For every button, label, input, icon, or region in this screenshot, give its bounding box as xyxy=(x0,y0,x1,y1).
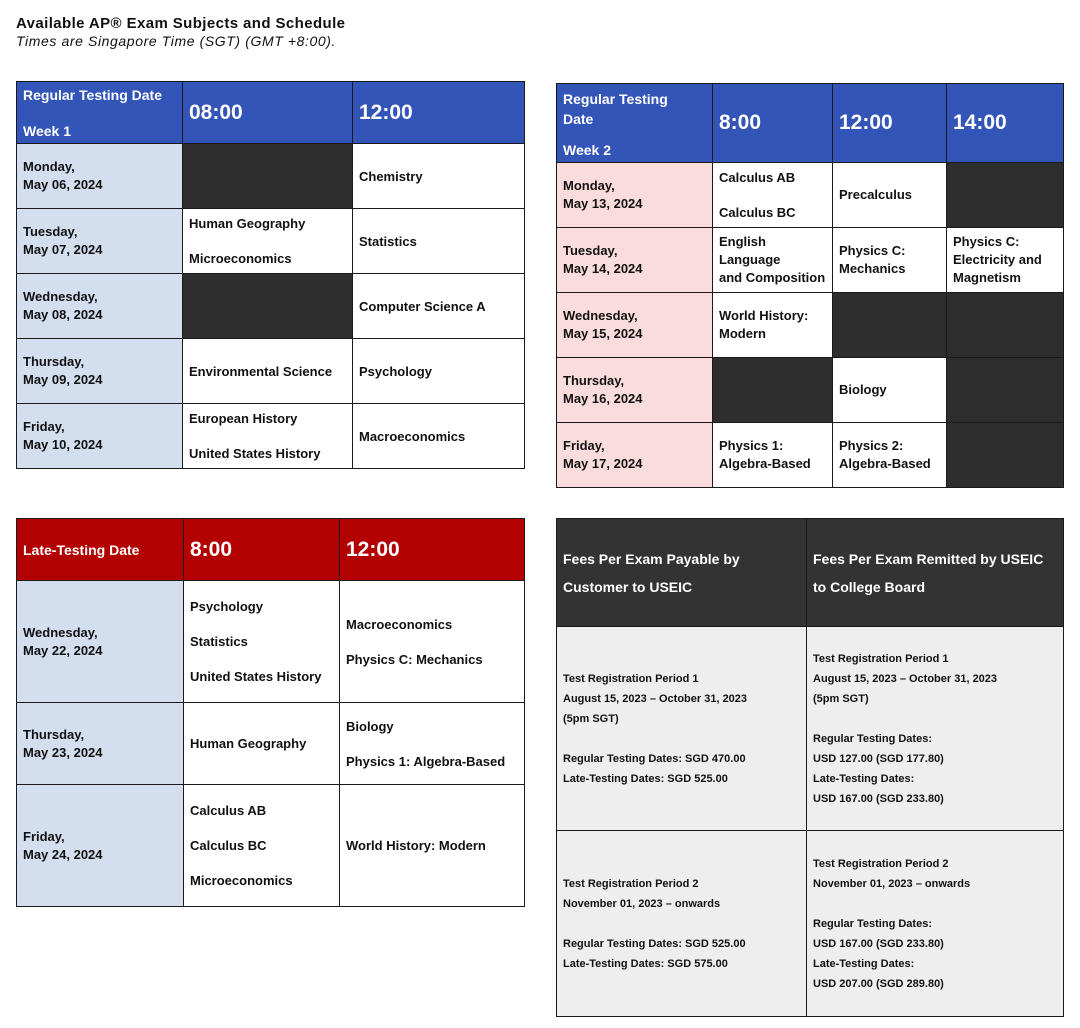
week2-time-0800: 8:00 xyxy=(713,84,833,163)
late-time-0800: 8:00 xyxy=(184,519,340,581)
week2-exam-cell xyxy=(713,163,833,228)
week1-row xyxy=(17,339,525,404)
fees-line: Test Registration Period 1 xyxy=(813,652,949,665)
week2-exam-cell xyxy=(833,358,947,423)
week2-exam-line: Biology xyxy=(839,382,887,397)
fees-line: August 15, 2023 – October 31, 2023 xyxy=(563,692,748,705)
late-header-label: Late-Testing Date xyxy=(17,519,184,581)
week1-day-line: Tuesday, xyxy=(23,224,78,239)
week2-exam-line: Algebra-Based xyxy=(839,456,931,471)
week2-day-cell xyxy=(557,423,713,488)
fees-header-college-line2: to College Board xyxy=(813,578,926,595)
week1-day-cell xyxy=(17,404,183,469)
late-exam-cell xyxy=(184,703,340,785)
week2-exam-cell xyxy=(947,228,1064,293)
week2-header-top1: Regular Testing xyxy=(563,90,668,107)
late-day-line: May 22, 2024 xyxy=(23,642,103,658)
week2-exam-line: Calculus AB xyxy=(719,170,796,185)
week2-no-exam-cell xyxy=(947,358,1064,423)
week2-row xyxy=(557,423,1064,488)
week2-day-line: Friday, xyxy=(563,438,605,453)
late-exam-line: United States History xyxy=(190,669,322,684)
week2-time-1400: 14:00 xyxy=(947,84,1064,163)
fees-line: USD 167.00 (SGD 233.80) xyxy=(813,937,944,950)
week1-exam-line: Chemistry xyxy=(359,168,423,184)
late-exam-cell xyxy=(184,581,340,703)
page-header xyxy=(16,14,345,50)
week1-exam-line: Microeconomics xyxy=(189,251,292,266)
fees-period1-customer xyxy=(557,627,807,831)
week2-day-line: May 15, 2024 xyxy=(563,326,643,341)
late-day-line: May 23, 2024 xyxy=(23,744,103,760)
fees-line: Test Registration Period 2 xyxy=(563,877,699,890)
week2-schedule-table xyxy=(556,83,1064,488)
week1-no-exam-cell xyxy=(183,274,353,339)
late-day-line: May 24, 2024 xyxy=(23,846,103,862)
week1-exam-cell xyxy=(353,274,525,339)
week2-no-exam-cell xyxy=(947,163,1064,228)
week2-exam-line: Algebra-Based xyxy=(719,456,811,471)
week2-exam-cell xyxy=(833,228,947,293)
week1-day-line: May 08, 2024 xyxy=(23,307,103,322)
week2-exam-line: and Composition xyxy=(719,270,826,285)
fees-line: Test Registration Period 2 xyxy=(813,857,949,870)
week1-time-1200: 12:00 xyxy=(353,82,525,144)
late-day-cell xyxy=(17,581,184,703)
week1-day-line: Wednesday, xyxy=(23,289,98,304)
week1-exam-cell xyxy=(183,339,353,404)
fees-line: Test Registration Period 1 xyxy=(563,672,699,685)
week2-header-top2: Date xyxy=(563,110,594,127)
fees-line: August 15, 2023 – October 31, 2023 xyxy=(813,672,998,685)
week2-day-line: May 17, 2024 xyxy=(563,456,643,471)
week1-exam-cell xyxy=(353,209,525,274)
week2-row xyxy=(557,163,1064,228)
fees-line: Regular Testing Dates: SGD 470.00 xyxy=(563,752,746,765)
page-title: Available AP® Exam Subjects and Schedule xyxy=(16,15,346,32)
week2-exam-line: Modern xyxy=(719,326,766,341)
week1-day-line: Monday, xyxy=(23,159,75,174)
week2-day-line: May 14, 2024 xyxy=(563,261,643,276)
week1-exam-line: Statistics xyxy=(359,233,417,249)
week2-row xyxy=(557,228,1064,293)
week1-exam-line: Macroeconomics xyxy=(359,428,466,444)
fees-line: Late-Testing Dates: xyxy=(813,957,915,970)
late-exam-cell xyxy=(184,785,340,907)
week1-exam-cell xyxy=(353,144,525,209)
week1-exam-cell xyxy=(183,404,353,469)
week2-exam-cell xyxy=(713,228,833,293)
week1-no-exam-cell xyxy=(183,144,353,209)
fees-line: Regular Testing Dates: xyxy=(813,917,932,930)
week2-day-line: May 13, 2024 xyxy=(563,196,643,211)
fees-line: (5pm SGT) xyxy=(563,712,619,725)
week2-no-exam-cell xyxy=(833,293,947,358)
fees-line: Regular Testing Dates: SGD 525.00 xyxy=(563,937,746,950)
week2-exam-line: Calculus BC xyxy=(719,205,796,220)
week1-exam-line: Computer Science A xyxy=(359,298,486,314)
week2-exam-line: English Language xyxy=(719,234,781,267)
week1-day-cell xyxy=(17,209,183,274)
late-row xyxy=(17,703,525,785)
page-subtitle: Times are Singapore Time (SGT) (GMT +8:00). xyxy=(16,33,337,49)
late-exam-line: Physics 1: Algebra-Based xyxy=(346,753,506,769)
week2-day-line: Thursday, xyxy=(563,373,625,388)
late-exam-line: Human Geography xyxy=(190,736,307,751)
week1-header-label xyxy=(17,82,183,144)
fees-header-college-board xyxy=(807,519,1064,627)
week1-row xyxy=(17,144,525,209)
week2-row xyxy=(557,358,1064,423)
week1-day-line: May 10, 2024 xyxy=(23,437,103,452)
late-row xyxy=(17,785,525,907)
week1-day-line: May 09, 2024 xyxy=(23,372,103,387)
week1-row xyxy=(17,274,525,339)
week2-day-cell xyxy=(557,293,713,358)
late-exam-line: Biology xyxy=(346,718,394,734)
week1-exam-cell xyxy=(353,339,525,404)
fees-line: Late-Testing Dates: SGD 525.00 xyxy=(563,772,728,785)
late-day-cell xyxy=(17,703,184,785)
week2-row xyxy=(557,293,1064,358)
late-day-line: Wednesday, xyxy=(23,624,98,640)
fees-period1-college-board xyxy=(807,627,1064,831)
week2-day-line: Wednesday, xyxy=(563,308,638,323)
week2-no-exam-cell xyxy=(947,293,1064,358)
week1-day-line: Friday, xyxy=(23,419,65,434)
week2-exam-cell xyxy=(713,293,833,358)
fees-line: USD 167.00 (SGD 233.80) xyxy=(813,792,944,805)
week1-exam-cell xyxy=(353,404,525,469)
late-time-1200: 12:00 xyxy=(340,519,525,581)
fees-line: November 01, 2023 – onwards xyxy=(563,897,721,910)
week1-row xyxy=(17,404,525,469)
week2-exam-cell xyxy=(833,163,947,228)
week1-day-cell xyxy=(17,274,183,339)
fees-line: Late-Testing Dates: SGD 575.00 xyxy=(563,957,728,970)
late-exam-line: Macroeconomics xyxy=(346,616,453,632)
late-exam-cell xyxy=(340,581,525,703)
week1-row xyxy=(17,209,525,274)
fees-header-college-line1: Fees Per Exam Remitted by USEIC xyxy=(813,550,1044,567)
fees-table xyxy=(556,518,1064,1017)
late-exam-line: Psychology xyxy=(190,599,263,614)
week2-day-cell xyxy=(557,358,713,423)
week2-exam-cell xyxy=(713,423,833,488)
fees-spacer xyxy=(813,709,1057,729)
late-day-line: Friday, xyxy=(23,828,65,844)
week2-no-exam-cell xyxy=(713,358,833,423)
week1-day-line: May 06, 2024 xyxy=(23,177,103,192)
late-exam-line: World History: Modern xyxy=(346,838,486,853)
week2-exam-line: Magnetism xyxy=(953,270,1021,285)
late-testing-table xyxy=(16,518,525,907)
week1-day-cell xyxy=(17,144,183,209)
week2-day-line: Monday, xyxy=(563,178,615,193)
week1-day-cell xyxy=(17,339,183,404)
week2-day-line: Tuesday, xyxy=(563,243,618,258)
week1-header-top: Regular Testing Date xyxy=(23,86,162,103)
week2-exam-line: Physics 2: xyxy=(839,438,904,453)
week2-exam-line: Physics 1: xyxy=(719,438,784,453)
week2-exam-line: Mechanics xyxy=(839,261,906,276)
week1-schedule-table xyxy=(16,81,525,469)
fees-line: November 01, 2023 – onwards xyxy=(813,877,971,890)
week2-exam-cell xyxy=(833,423,947,488)
week2-exam-line: World History: xyxy=(719,308,809,323)
week1-day-line: May 07, 2024 xyxy=(23,242,103,257)
week1-day-line: Thursday, xyxy=(23,354,85,369)
late-exam-cell xyxy=(340,785,525,907)
week1-header-bottom: Week 1 xyxy=(23,122,71,139)
week1-exam-line: Psychology xyxy=(359,363,432,379)
late-exam-line: Statistics xyxy=(190,634,248,649)
week2-exam-line: Precalculus xyxy=(839,187,912,202)
week2-time-1200: 12:00 xyxy=(833,84,947,163)
fees-line: USD 127.00 (SGD 177.80) xyxy=(813,752,944,765)
week2-exam-line: Physics C: xyxy=(953,234,1020,249)
week1-exam-cell xyxy=(183,209,353,274)
week2-day-line: May 16, 2024 xyxy=(563,391,643,406)
week1-time-0800: 08:00 xyxy=(183,82,353,144)
week2-no-exam-cell xyxy=(947,423,1064,488)
late-exam-cell xyxy=(340,703,525,785)
week2-exam-line: Physics C: xyxy=(839,243,906,258)
fees-header-customer xyxy=(557,519,807,627)
late-day-line: Thursday, xyxy=(23,726,85,742)
fees-spacer xyxy=(813,894,1057,914)
week1-exam-line: Human Geography xyxy=(189,216,306,231)
fees-line: (5pm SGT) xyxy=(813,692,869,705)
week2-header-label xyxy=(557,84,713,163)
fees-spacer xyxy=(563,914,800,934)
late-exam-line: Microeconomics xyxy=(190,873,293,888)
fees-line: Late-Testing Dates: xyxy=(813,772,915,785)
late-exam-line: Calculus AB xyxy=(190,803,267,818)
late-row xyxy=(17,581,525,703)
fees-period2-college-board xyxy=(807,831,1064,1017)
week2-header-bottom: Week 2 xyxy=(563,141,611,158)
week2-day-cell xyxy=(557,228,713,293)
week1-exam-line: United States History xyxy=(189,446,321,461)
fees-line: USD 207.00 (SGD 289.80) xyxy=(813,977,944,990)
fees-header-customer-line1: Fees Per Exam Payable by xyxy=(563,550,740,567)
week1-exam-line: Environmental Science xyxy=(189,363,333,379)
late-exam-line: Physics C: Mechanics xyxy=(346,651,483,667)
fees-period2-customer xyxy=(557,831,807,1017)
late-exam-line: Calculus BC xyxy=(190,838,267,853)
fees-line: Regular Testing Dates: xyxy=(813,732,932,745)
fees-header-customer-line2: Customer to USEIC xyxy=(563,578,693,595)
fees-spacer xyxy=(563,729,800,749)
week2-day-cell xyxy=(557,163,713,228)
late-day-cell xyxy=(17,785,184,907)
week1-exam-line: European History xyxy=(189,411,298,426)
week2-exam-line: Electricity and xyxy=(953,252,1042,267)
